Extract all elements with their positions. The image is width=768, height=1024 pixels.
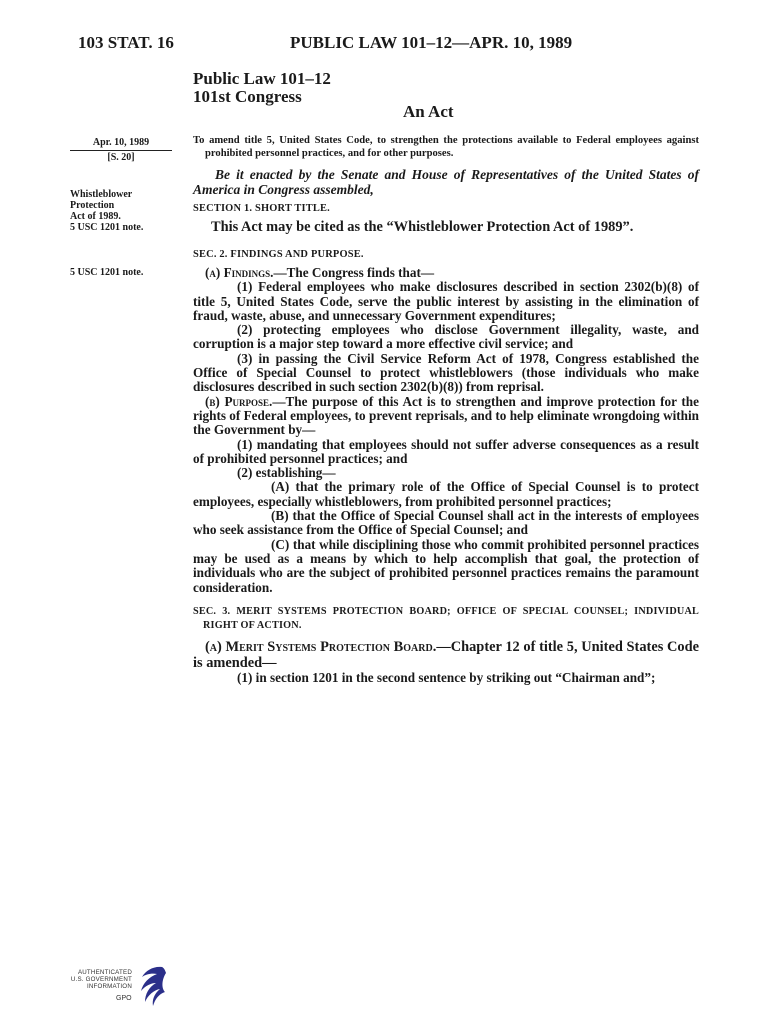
gpo-authentication-logo <box>66 964 170 1010</box>
margin-note-line: Protection <box>70 200 115 211</box>
subsection-b-label: (b) Purpose. <box>205 393 273 409</box>
subsection-b <box>193 395 699 438</box>
paragraph-b1: (1) mandating that employees should not suffer adverse consequences as a result of prohibited personnel practices; and <box>193 436 699 466</box>
section-3a-label: (a) Merit Systems Protection Board. <box>205 639 437 656</box>
logo-gpo-mark: GPO <box>116 995 132 1002</box>
margin-note-line: Act of 1989. <box>70 211 121 222</box>
subsection-a-label: (a) Findings. <box>205 265 274 280</box>
paragraph-a3: (3) in passing the Civil Service Reform Act of 1978, Congress established the Office of Special Counsel to protect whistleblowers (those individuals who make disclosures described in such section 2302(b)(8)) from reprisal. <box>193 350 699 395</box>
subsection-b-intro: —The purpose of this Act is to strengthen and improve protection for the rights of Federal employees, to prevent reprisals, and to help eliminate wrongdoing within the Government by— <box>193 393 699 438</box>
margin-date-block <box>70 136 172 164</box>
section-2-heading: SEC. 2. FINDINGS AND PURPOSE. <box>193 248 364 260</box>
logo-text <box>66 969 132 990</box>
logo-text-line: AUTHENTICATED <box>77 969 132 976</box>
public-law-number: Public Law 101–12 <box>193 69 331 88</box>
margin-bill-number: [S. 20] <box>107 152 135 163</box>
subparagraph-b2a: (A) that the primary role of the Office of Special Counsel is to protect employees, especially whistleblowers, from prohibited personnel practices; <box>193 479 699 509</box>
subparagraph-b2c: (C) that while disciplining those who commit prohibited personnel practices may be used as a means by which to help accomplish that goal, the protection of individuals who are the subject of prohibited personnel practices remains the paramount consideration. <box>193 536 699 595</box>
logo-text-line: INFORMATION <box>86 983 132 990</box>
running-header-title: PUBLIC LAW 101–12—APR. 10, 1989 <box>290 33 573 52</box>
running-header-stat: 103 STAT. 16 <box>78 33 174 52</box>
subsection-a-intro: —The Congress finds that— <box>273 265 435 280</box>
section-1-text: This Act may be cited as the “Whistleblower Protection Act of 1989”. <box>211 219 634 236</box>
subparagraph-b2b: (B) that the Office of Special Counsel shall act in the interests of employees who seek assistance from the Office of Special Counsel; and <box>193 508 699 538</box>
paragraph-3a1: (1) in section 1201 in the second sentence by striking out “Chairman and”; <box>237 670 656 686</box>
margin-note-line: Whistleblower <box>70 189 133 200</box>
paragraph-a1: (1) Federal employees who make disclosures described in section 2302(b)(8) of title 5, United States Code, serve the public interest by assisting in the elimination of fraud, waste, abuse, and unnecessary Government expenditures; <box>193 279 699 323</box>
eagle-icon <box>132 964 168 1008</box>
logo-text-line: U.S. GOVERNMENT <box>70 976 132 983</box>
section-1-heading: SECTION 1. SHORT TITLE. <box>193 203 330 214</box>
section-3-heading: SEC. 3. MERIT SYSTEMS PROTECTION BOARD; OFFICE OF SPECIAL COUNSEL; INDIVIDUAL RIGHT OF ACTION. <box>193 605 699 632</box>
enacting-clause: Be it enacted by the Senate and House of Representatives of the United States of America in Congress assembled, <box>193 167 699 197</box>
paragraph-a2: (2) protecting employees who disclose Government illegality, waste, and corruption is a major step toward a more effective civil service; and <box>193 322 699 352</box>
margin-note-short-title <box>70 189 175 233</box>
margin-note-sec2: 5 USC 1201 note. <box>70 267 144 278</box>
paragraph-b2: (2) establishing— <box>237 465 336 481</box>
section-3a <box>193 640 699 671</box>
margin-note-line: 5 USC 1201 note. <box>70 222 144 233</box>
margin-date: Apr. 10, 1989 <box>70 136 172 151</box>
congress-number: 101st Congress <box>193 87 302 106</box>
subsection-a <box>193 266 699 280</box>
section-3a-intro: —Chapter 12 of title 5, United States Code is amended— <box>193 639 699 671</box>
purpose-clause: To amend title 5, United States Code, to strengthen the protections available to Federal employees against prohibited personnel practices, and for other purposes. <box>193 135 699 159</box>
act-heading: An Act <box>403 102 454 121</box>
law-body <box>193 135 699 686</box>
